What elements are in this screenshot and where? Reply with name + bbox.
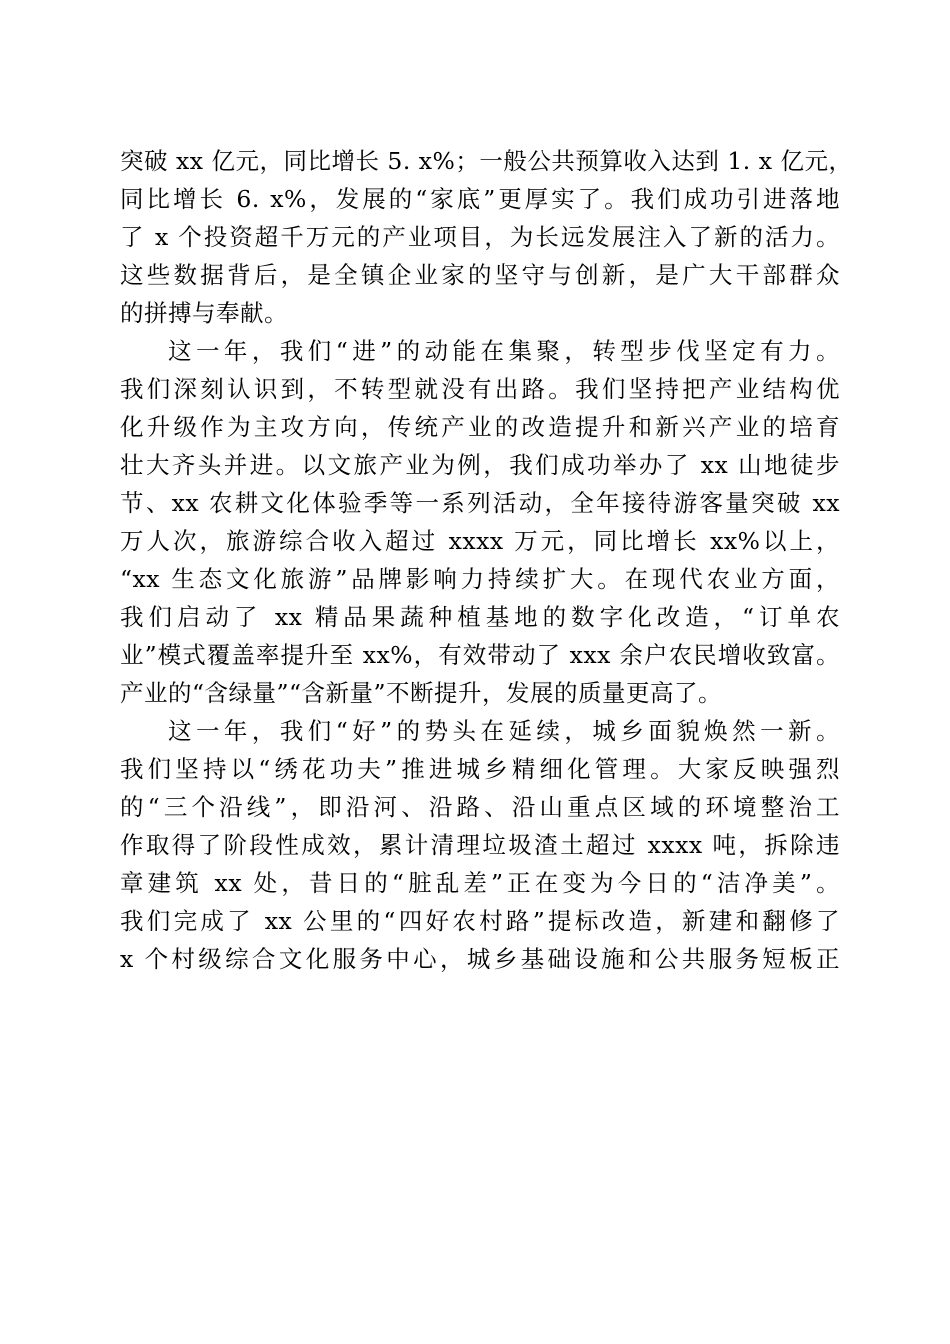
text-line: 我们深刻认识到，不转型就没有出路。我们坚持把产业结构优 (120, 375, 840, 403)
text-line: “xx 生态文化旅游”品牌影响力持续扩大。在现代农业方面， (120, 565, 840, 593)
text-line: 同比增长 6. x%，发展的“家底”更厚实了。我们成功引进落地 (120, 185, 840, 213)
text-line: 化升级作为主攻方向，传统产业的改造提升和新兴产业的培育 (120, 413, 840, 441)
text-line: 的“三个沿线”，即沿河、沿路、沿山重点区域的环境整治工 (120, 793, 840, 821)
paragraph-first-line: 这一年，我们“好”的势头在延续，城乡面貌焕然一新。 (168, 717, 840, 745)
text-line: 章建筑 xx 处，昔日的“脏乱差”正在变为今日的“洁净美”。 (120, 869, 840, 897)
text-line: 这些数据背后，是全镇企业家的坚守与创新，是广大干部群众 (120, 261, 840, 289)
document-body (120, 142, 853, 978)
text-line: 突破 xx 亿元，同比增长 5. x%；一般公共预算收入达到 1. x 亿元， (120, 147, 853, 175)
text-line: 我们启动了 xx 精品果蔬种植基地的数字化改造，“订单农 (120, 603, 840, 631)
text-line: 产业的“含绿量”“含新量”不断提升，发展的质量更高了。 (120, 679, 723, 707)
text-line: 了 x 个投资超千万元的产业项目，为长远发展注入了新的活力。 (120, 223, 840, 251)
paragraph-first-line: 这一年，我们“进”的动能在集聚，转型步伐坚定有力。 (168, 337, 840, 365)
text-line: 作取得了阶段性成效，累计清理垃圾渣土超过 xxxx 吨，拆除违 (120, 831, 840, 859)
text-line: 业”模式覆盖率提升至 xx%，有效带动了 xxx 余户农民增收致富。 (120, 641, 840, 669)
text-line: 的拼搏与奉献。 (120, 299, 288, 327)
text-line: 万人次，旅游综合收入超过 xxxx 万元，同比增长 xx%以上， (120, 527, 840, 555)
text-line: 节、xx 农耕文化体验季等一系列活动，全年接待游客量突破 xx (120, 489, 840, 517)
text-line: 我们坚持以“绣花功夫”推进城乡精细化管理。大家反映强烈 (120, 755, 840, 783)
text-line: 我们完成了 xx 公里的“四好农村路”提标改造，新建和翻修了 (120, 907, 840, 935)
text-line: 壮大齐头并进。以文旅产业为例，我们成功举办了 xx 山地徒步 (120, 451, 840, 479)
text-line: x 个村级综合文化服务中心，城乡基础设施和公共服务短板正 (120, 945, 840, 973)
